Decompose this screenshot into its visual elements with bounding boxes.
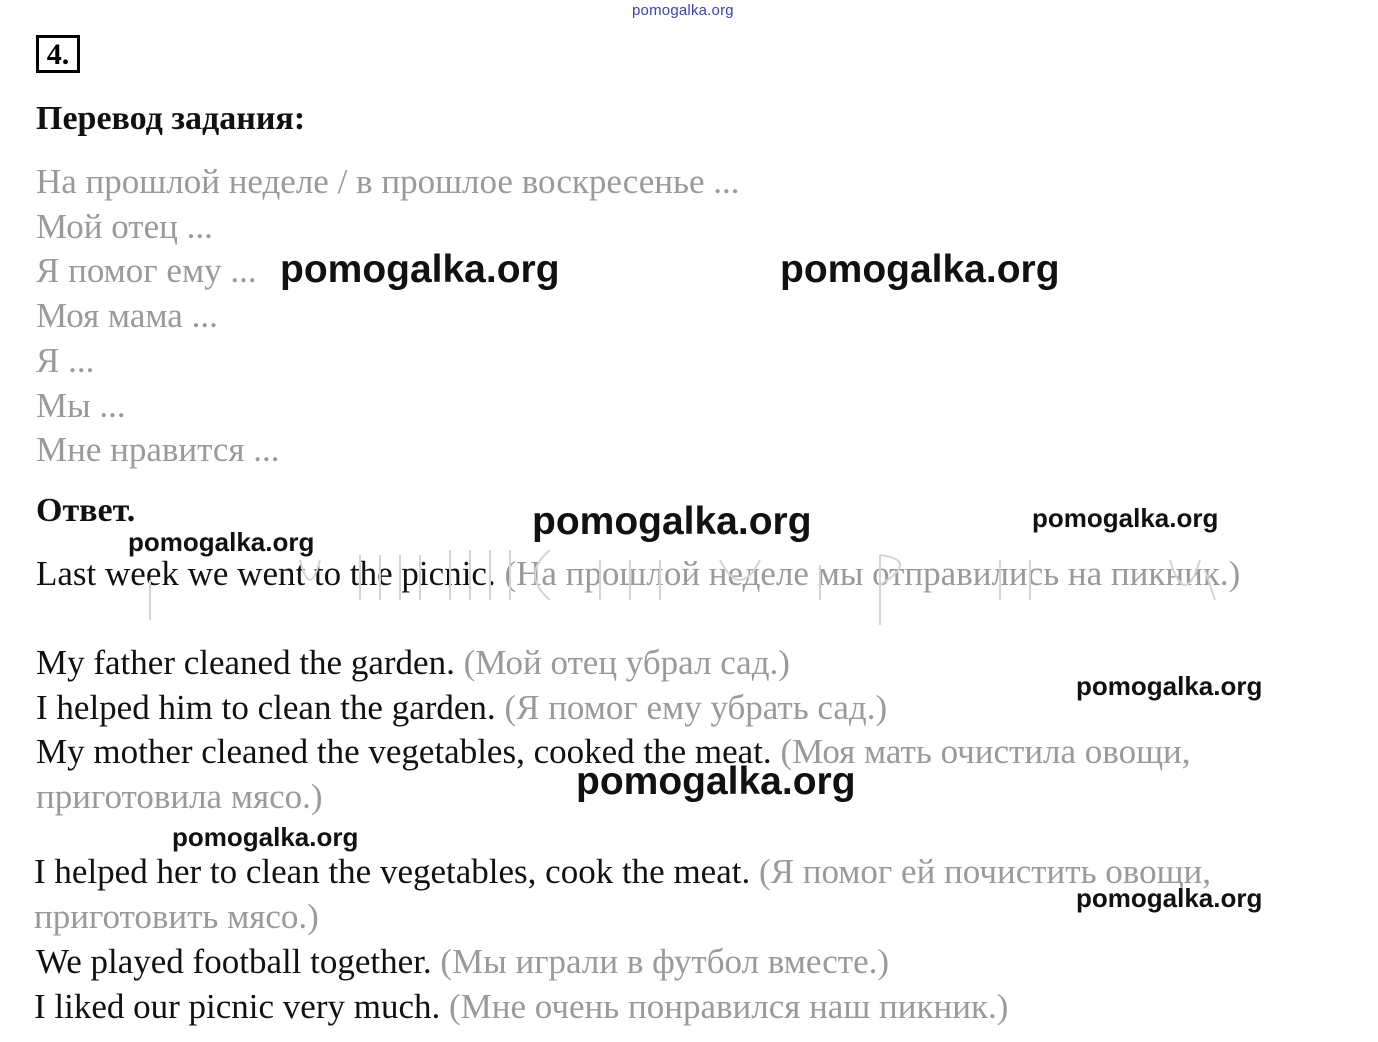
watermark: pomogalka.org [172,822,359,852]
task-number-box: 4. [36,35,80,73]
answer-russian: (Моя мать очистила овощи, приготовила мясо.) [36,732,1191,816]
prompt-item: Моя мама ... [36,296,218,336]
watermark: pomogalka.org [1076,671,1263,701]
answer-english: My father cleaned the garden. [36,643,455,682]
answer-english: I helped him to clean the garden. [36,688,496,727]
prompt-item: Мне нравится ... [36,430,280,470]
watermark: pomogalka.org [280,248,560,291]
answer-russian: (Мне очень понравился наш пикник.) [449,987,1009,1026]
watermark: pomogalka.org [576,760,856,803]
answer-english: I liked our picnic very much. [34,987,441,1026]
answer-english: We played football together. [36,942,432,981]
watermark: pomogalka.org [1032,503,1219,533]
answer-english: My mother cleaned the vegetables, cooked the meat. [36,732,772,771]
prompt-item: На прошлой неделе / в прошлое воскресенье ... [36,162,740,201]
answer-russian: (Мой отец убрал сад.) [463,643,790,682]
answer-heading: Ответ. [36,492,136,529]
watermark: pomogalka.org [532,500,812,543]
answer-english: I helped her to clean the vegetables, cook the meat. [34,852,751,891]
translation-heading: Перевод задания: [36,100,306,137]
answer-line [34,985,1334,1030]
prompt-item: Я помог ему ... [36,251,257,291]
prompt-list [36,160,740,473]
answer-line [36,940,1336,985]
answer-russian: (На прошлой неделе мы отправились на пикник.) [504,554,1241,593]
watermark: pomogalka.org [128,527,315,557]
prompt-item: Я ... [36,340,95,380]
prompt-item: Мой отец ... [36,206,213,246]
answer-line [36,552,1336,597]
answer-russian: (Я помог ей почистить овощи, приготовить мясо.) [34,852,1211,936]
answer-english: Last week we went to the picnic. [36,554,496,593]
prompt-item: Мы ... [36,385,126,425]
answer-russian: (Мы играли в футбол вместе.) [440,942,890,981]
watermark: pomogalka.org [1076,883,1263,913]
watermark: pomogalka.org [780,248,1060,291]
site-watermark-top: pomogalka.org [632,2,734,19]
answer-russian: (Я помог ему убрать сад.) [504,688,888,727]
